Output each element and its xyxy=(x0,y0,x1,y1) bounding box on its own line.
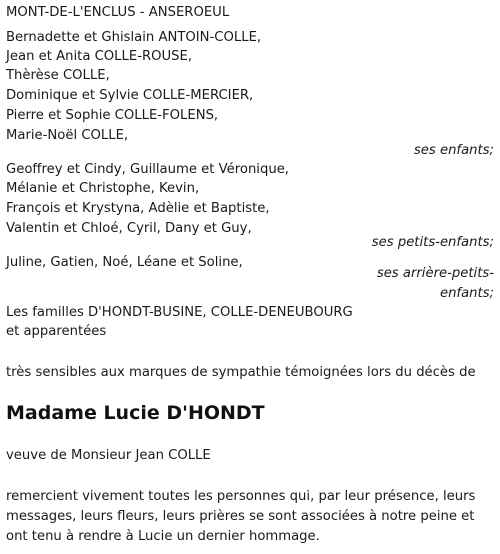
families-line: et apparentées xyxy=(6,324,107,339)
sympathy-line: très sensibles aux marques de sympathie témoignées lors du décès de xyxy=(6,365,476,380)
grandchildren-label: ses petits-enfants; xyxy=(371,235,494,250)
thanks-line: remercient vivement toutes les personnes qui, par leur présence, leurs xyxy=(6,489,476,504)
great-grandchildren-label: enfants; xyxy=(439,286,494,301)
spouse-line: veuve de Monsieur Jean COLLE xyxy=(6,448,211,463)
families-line: Les familles D'HONDT-BUSINE, COLLE-DENEUBOURG xyxy=(6,305,353,320)
grandchild-line: François et Krystyna, Adèlie et Baptiste, xyxy=(6,201,270,216)
child-line: Thèrèse COLLE, xyxy=(6,68,110,83)
thanks-line: messages, leurs fleurs, leurs prières se sont associées à notre peine et xyxy=(6,509,475,524)
great-grandchildren-line: Juline, Gatien, Noé, Léane et Soline, xyxy=(6,255,243,270)
grandchild-line: Geoffrey et Cindy, Guillaume et Véronique, xyxy=(6,162,289,177)
deceased-name: Madame Lucie D'HONDT xyxy=(6,402,265,424)
great-grandchildren-label: ses arrière-petits- xyxy=(376,266,494,281)
child-line: Bernadette et Ghislain ANTOIN-COLLE, xyxy=(6,30,262,45)
child-line: Marie-Noël COLLE, xyxy=(6,128,129,143)
children-label: ses enfants; xyxy=(413,143,494,158)
thanks-line: ont tenu à rendre à Lucie un dernier hommage. xyxy=(6,529,320,544)
child-line: Pierre et Sophie COLLE-FOLENS, xyxy=(6,108,219,123)
child-line: Dominique et Sylvie COLLE-MERCIER, xyxy=(6,88,254,103)
grandchild-line: Mélanie et Christophe, Kevin, xyxy=(6,181,200,196)
grandchild-line: Valentin et Chloé, Cyril, Dany et Guy, xyxy=(6,221,252,236)
child-line: Jean et Anita COLLE-ROUSE, xyxy=(6,49,193,64)
location-heading: MONT-DE-L'ENCLUS - ANSEROEUL xyxy=(6,5,230,20)
